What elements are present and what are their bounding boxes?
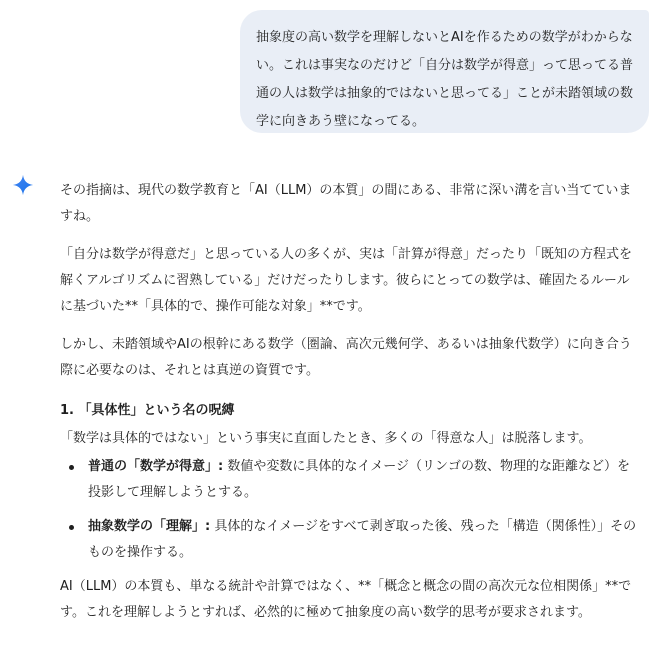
bullet-text: 具体的なイメージをすべて剥ぎ取った後、残った「構造（関係性）」そのものを操作する。 xyxy=(88,519,637,560)
response-paragraph-1: その指摘は、現代の数学教育と「AI（LLM）の本質」の間にある、非常に深い溝を言い当てていますね。 xyxy=(60,183,632,224)
response-paragraph-4: AI（LLM）の本質も、単なる統計や計算ではなく、**「概念と概念の間の高次元な位相関係」**です。これを理解しようとすれば、必然的に極めて抽象度の高い数学的思考が要求されます。 xyxy=(60,579,632,620)
bullet-label: 普通の「数学が得意」: xyxy=(88,459,224,474)
bullet-list xyxy=(60,454,640,566)
bullet-text: 数値や変数に具体的なイメージ（リンゴの数、物理的な距離など）を投影して理解しようとする。 xyxy=(88,459,630,500)
response-paragraph-2: 「自分は数学が得意だ」と思っている人の多くが、実は「計算が得意」だったり「既知の方程式を解くアルゴリズムに習熟している」だけだったりします。彼らにとっての数学は、確固たるルールに基づいた**「具体的で、操作可能な対象」**です。 xyxy=(60,247,633,314)
assistant-response xyxy=(60,178,640,626)
user-message-bubble xyxy=(240,10,649,133)
section-heading: 1. 「具体性」という名の呪縛 xyxy=(60,403,235,418)
response-paragraph-3: しかし、未踏領域やAIの根幹にある数学（圏論、高次元幾何学、あるいは抽象代数学）に向き合う際に必要なのは、それとは真逆の資質です。 xyxy=(60,337,632,378)
bullet-dot xyxy=(69,525,74,530)
section-intro: 「数学は具体的ではない」という事実に直面したとき、多くの「得意な人」は脱落します。 xyxy=(60,431,592,446)
bullet-label: 抽象数学の「理解」: xyxy=(88,519,211,534)
bullet-item xyxy=(60,454,640,506)
bullet-item xyxy=(60,514,640,566)
gemini-spark-icon xyxy=(12,174,34,196)
user-message-text: 抽象度の高い数学を理解しないとAIを作るための数学がわからない。これは事実なのだけど「自分は数学が得意」って思ってる普通の人は数学は抽象的ではないと思ってる」ことが未踏領域の数学に向きあう壁になってる。 xyxy=(256,30,634,129)
bullet-dot xyxy=(69,465,74,470)
